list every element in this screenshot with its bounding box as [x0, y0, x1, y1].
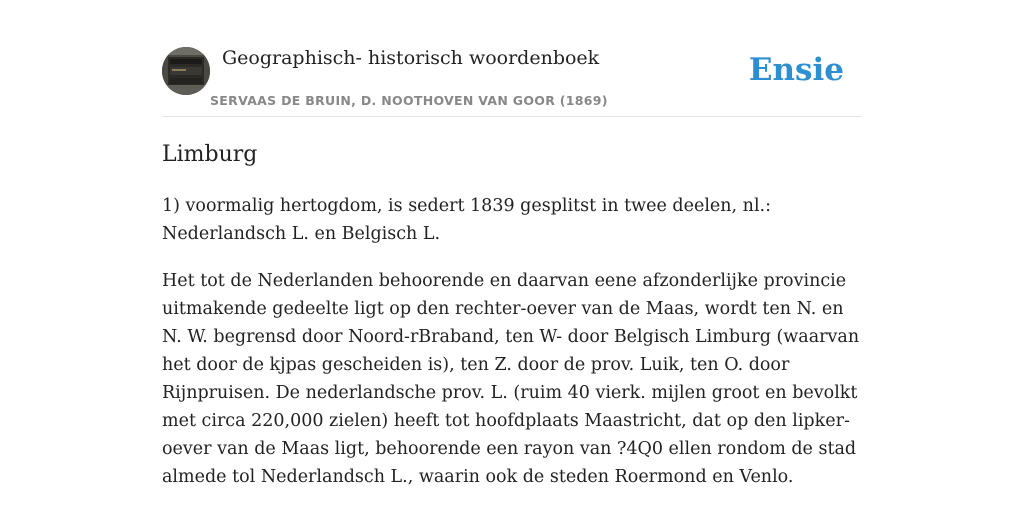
book-header: [162, 46, 862, 117]
ensie-logo-link[interactable]: Ensie: [748, 52, 844, 88]
definition-paragraph-2: Het tot de Nederlanden behoorende en daarvan eene afzonderlijke provincie uitmakende gedeelte ligt op den rechter-oever van de Maas, wordt ten N. en N. W. begrensd door Noord-rBraband, ten W- door Belgisch Limburg (waarvan het door de kjpas gescheiden is), ten Z. door de prov. Luik, ten O. door Rijnpruisen. De nederlandsche prov. L. (ruim 40 vierk. mijlen groot en bevolkt met circa 220,000 zielen) heeft tot hoofdplaats Maastricht, dat op den lipker-oever van de Maas ligt, behoorende een rayon van ?4Q0 ellen rondom de stad almede tol Nederlandsch L., waarin ook de steden Roermond en Venlo.: [162, 271, 860, 487]
book-cover-avatar[interactable]: [162, 47, 210, 95]
entry-definition: [162, 192, 862, 510]
book-title-link[interactable]: Geographisch- historisch woordenboek: [222, 47, 600, 69]
book-cover-icon: [162, 47, 210, 95]
book-authors: SERVAAS DE BRUIN, D. NOOTHOVEN VAN GOOR (1869): [210, 93, 608, 108]
definition-paragraph-1: 1) voormalig hertogdom, is sedert 1839 gesplitst in twee deelen, nl.: Nederlandsch L. en Belgisch L.: [162, 196, 772, 244]
entry-headword: Limburg: [162, 142, 258, 167]
